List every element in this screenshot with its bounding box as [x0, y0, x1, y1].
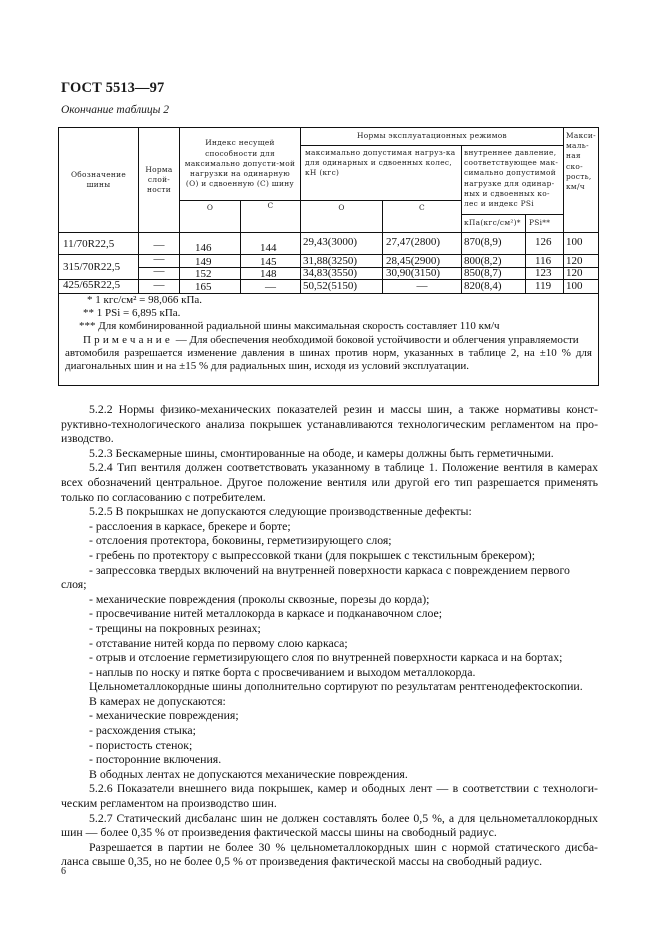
list-item: - отставание нитей корда по первому слою каркаса; — [89, 635, 348, 650]
list-item: - отрыв и отслоение герметизирующего слоя по внутренней поверхности каркаса и на бортах; — [89, 650, 563, 665]
cell-psi: 126 — [535, 236, 552, 248]
cell-ply: — — [153, 279, 165, 291]
cell-load-c: 28,45(2900) — [386, 255, 441, 267]
cell-load-o: 50,52(5150) — [303, 280, 358, 292]
list-item: - гребень по протектору с выпрессовкой ткани (для покрышек с текстильным брекером); — [89, 547, 535, 562]
divider — [59, 232, 598, 233]
header-kpa: кПа(кгс/см²)* — [464, 217, 521, 227]
header-max-load: максимально допустимая нагруз-ка для одинарных и сдвоенных колес, кН (кгс) — [305, 148, 456, 178]
header-load-c: С — [419, 203, 425, 212]
cell-index-o: 146 — [195, 242, 212, 254]
cell-speed: 120 — [566, 255, 583, 267]
cell-psi: 119 — [535, 280, 552, 292]
cell-psi: 123 — [535, 267, 552, 279]
cell-designation: 11/70R22,5 — [63, 238, 115, 250]
list-item: - механические повреждения (проколы сквозные, порезы до корда); — [89, 591, 430, 606]
cell-kpa: 850(8,7) — [464, 267, 502, 279]
cell-index-o: 149 — [195, 256, 212, 268]
table-notes — [59, 294, 598, 373]
list-item: - наплыв по носку и пятке борта с просвечиванием и выходом металлокорда. — [89, 664, 476, 679]
list-item: - трещины на покровных резинах; — [89, 620, 261, 635]
divider — [300, 145, 563, 146]
cell-ply: — — [153, 239, 165, 251]
paragraph-xray-sorting: Цельнометаллокордные шины дополнительно сортируют по результатам рентгенодефектоскопии. — [89, 679, 583, 694]
header-max-speed: Макси-маль-ная ско-рость, км/ч — [566, 131, 596, 192]
divider — [563, 128, 564, 293]
footnote: * 1 кгс/см² = 98,066 кПа. — [87, 294, 203, 306]
header-designation: Обозначение шины — [70, 169, 127, 189]
cell-load-c: — — [416, 280, 428, 292]
cell-speed: 120 — [566, 267, 583, 279]
cell-index-c: 145 — [260, 256, 277, 268]
table-caption: Окончание таблицы 2 — [61, 104, 169, 116]
list-item: - механические повреждения; — [89, 708, 239, 723]
cell-load-o: 29,43(3000) — [303, 236, 358, 248]
divider — [461, 145, 462, 293]
cell-index-c: 148 — [260, 268, 277, 280]
header-load-index: Индекс несущей способности для максимально допусти-мой нагрузки на одинарную (О) и сдвоенную (С) шину — [184, 138, 296, 189]
note-label: Примечание — [83, 333, 173, 346]
list-item: - просвечивание нитей металлокорда в каркасе и подканавочном слое; — [89, 606, 443, 621]
divider — [525, 214, 526, 293]
list-item: - запрессовка твердых включений на внутренней поверхности каркаса с повреждением первого слоя; — [61, 562, 570, 592]
cell-designation: 315/70R22,5 — [63, 261, 121, 273]
header-pressure: внутреннее давление, соответствующее мак-симально допустимой нагрузке для одинар-ных и сдвоенных ко-лес и индекс PSi — [464, 148, 559, 209]
list-item: - посторонние включения. — [89, 752, 222, 767]
paragraph-5-2-5: 5.2.5 В покрышках не допускаются следующие производственные дефекты: — [89, 504, 472, 519]
cell-kpa: 870(8,9) — [464, 236, 502, 248]
header-load-o: О — [338, 203, 345, 212]
footnote: *** Для комбинированной радиальной шины максимальная скорость составляет 110 км/ч — [79, 320, 500, 333]
paragraph-5-2-2: 5.2.2 Нормы физико-механических показателей резин и массы шин, а также нормативы конст-руктивно-технологического анализа покрышек устанавливаются технологическим регламентом на про-изводство. — [61, 402, 598, 446]
header-ply-rating: Норма слой-ности — [145, 164, 173, 195]
cell-kpa: 820(8,4) — [464, 280, 502, 292]
table-note-continued: автомобиля разрешается изменение давления в шинах против норм, указанных в таблице 2, на ±10 % для диагональных шин и на ±15 % для радиальных шин, исходя из условий эксплуатации. — [65, 346, 592, 373]
list-item: - расслоения в каркасе, брекере и борте; — [89, 518, 291, 533]
cell-kpa: 800(8,2) — [464, 255, 502, 267]
document-body — [61, 402, 598, 869]
cell-speed: 100 — [566, 280, 583, 292]
cell-index-c: 144 — [260, 242, 277, 254]
cell-index-o: 152 — [195, 268, 212, 280]
cell-load-c: 30,90(3150) — [386, 267, 441, 279]
cell-load-o: 34,83(3550) — [303, 267, 358, 279]
table-note — [59, 334, 598, 347]
header-index-o: О — [206, 203, 214, 212]
header-operating-norms: Нормы эксплуатационных режимов — [357, 131, 507, 141]
page-number: 6 — [61, 866, 66, 877]
paragraph-5-2-4: 5.2.4 Тип вентиля должен соответствовать указанному в таблице 1. Положение вентиля в камерах всех обозначений центральное. Другое положение вентиля или другой его тип разрешается применять только по согласованию с потребителем. — [61, 460, 598, 504]
header-psi: PSi** — [529, 217, 551, 227]
list-item: - пористость стенок; — [89, 737, 193, 752]
divider — [179, 200, 461, 201]
list-item: - отслоения протектора, боковины, герметизирующего слоя; — [89, 533, 392, 548]
paragraph-5-2-6: 5.2.6 Показатели внешнего вида покрышек, камер и ободных лент — в соответствии с технологи-ческим регламентом на производство шин. — [61, 781, 598, 811]
cell-ply: — — [153, 265, 165, 277]
note-text: — Для обеспечения необходимой боковой устойчивости и облегчения управляемости — [172, 333, 579, 346]
footnote: ** 1 PSi = 6,895 кПа. — [83, 307, 181, 320]
cell-load-c: 27,47(2800) — [386, 236, 441, 248]
paragraph-tubes-intro: В камерах не допускаются: — [89, 693, 226, 708]
cell-designation: 425/65R22,5 — [63, 279, 121, 291]
paragraph-allowed: Разрешается в партии не более 30 % цельнометаллокордных шин с нормой статического дисба-ланса свыше 0,35, но не более 0,5 % от произведения фактической массы на свободный радиус. — [61, 839, 598, 869]
header-index-c: С — [267, 201, 274, 210]
cell-psi: 116 — [535, 255, 552, 267]
paragraph-rim-flaps: В ободных лентах не допускаются механические повреждения. — [89, 766, 408, 781]
paragraph-5-2-3: 5.2.3 Бескамерные шины, смонтированные на ободе, и камеры должны быть герметичными. — [89, 445, 554, 460]
cell-load-o: 31,88(3250) — [303, 255, 358, 267]
list-item: - расхождения стыка; — [89, 723, 196, 738]
cell-index-o: 165 — [195, 281, 212, 293]
tire-norms-table — [58, 127, 599, 386]
document-id: ГОСТ 5513—97 — [61, 80, 165, 96]
cell-ply: — — [153, 253, 165, 265]
paragraph-5-2-7: 5.2.7 Статический дисбаланс шин не должен составлять более 0,5 %, а для цельнометаллокордных шин — более 0,35 % от произведения фактической массы шины на свободный радиус. — [61, 810, 598, 840]
cell-index-c: — — [265, 281, 276, 293]
cell-speed: 100 — [566, 236, 583, 248]
